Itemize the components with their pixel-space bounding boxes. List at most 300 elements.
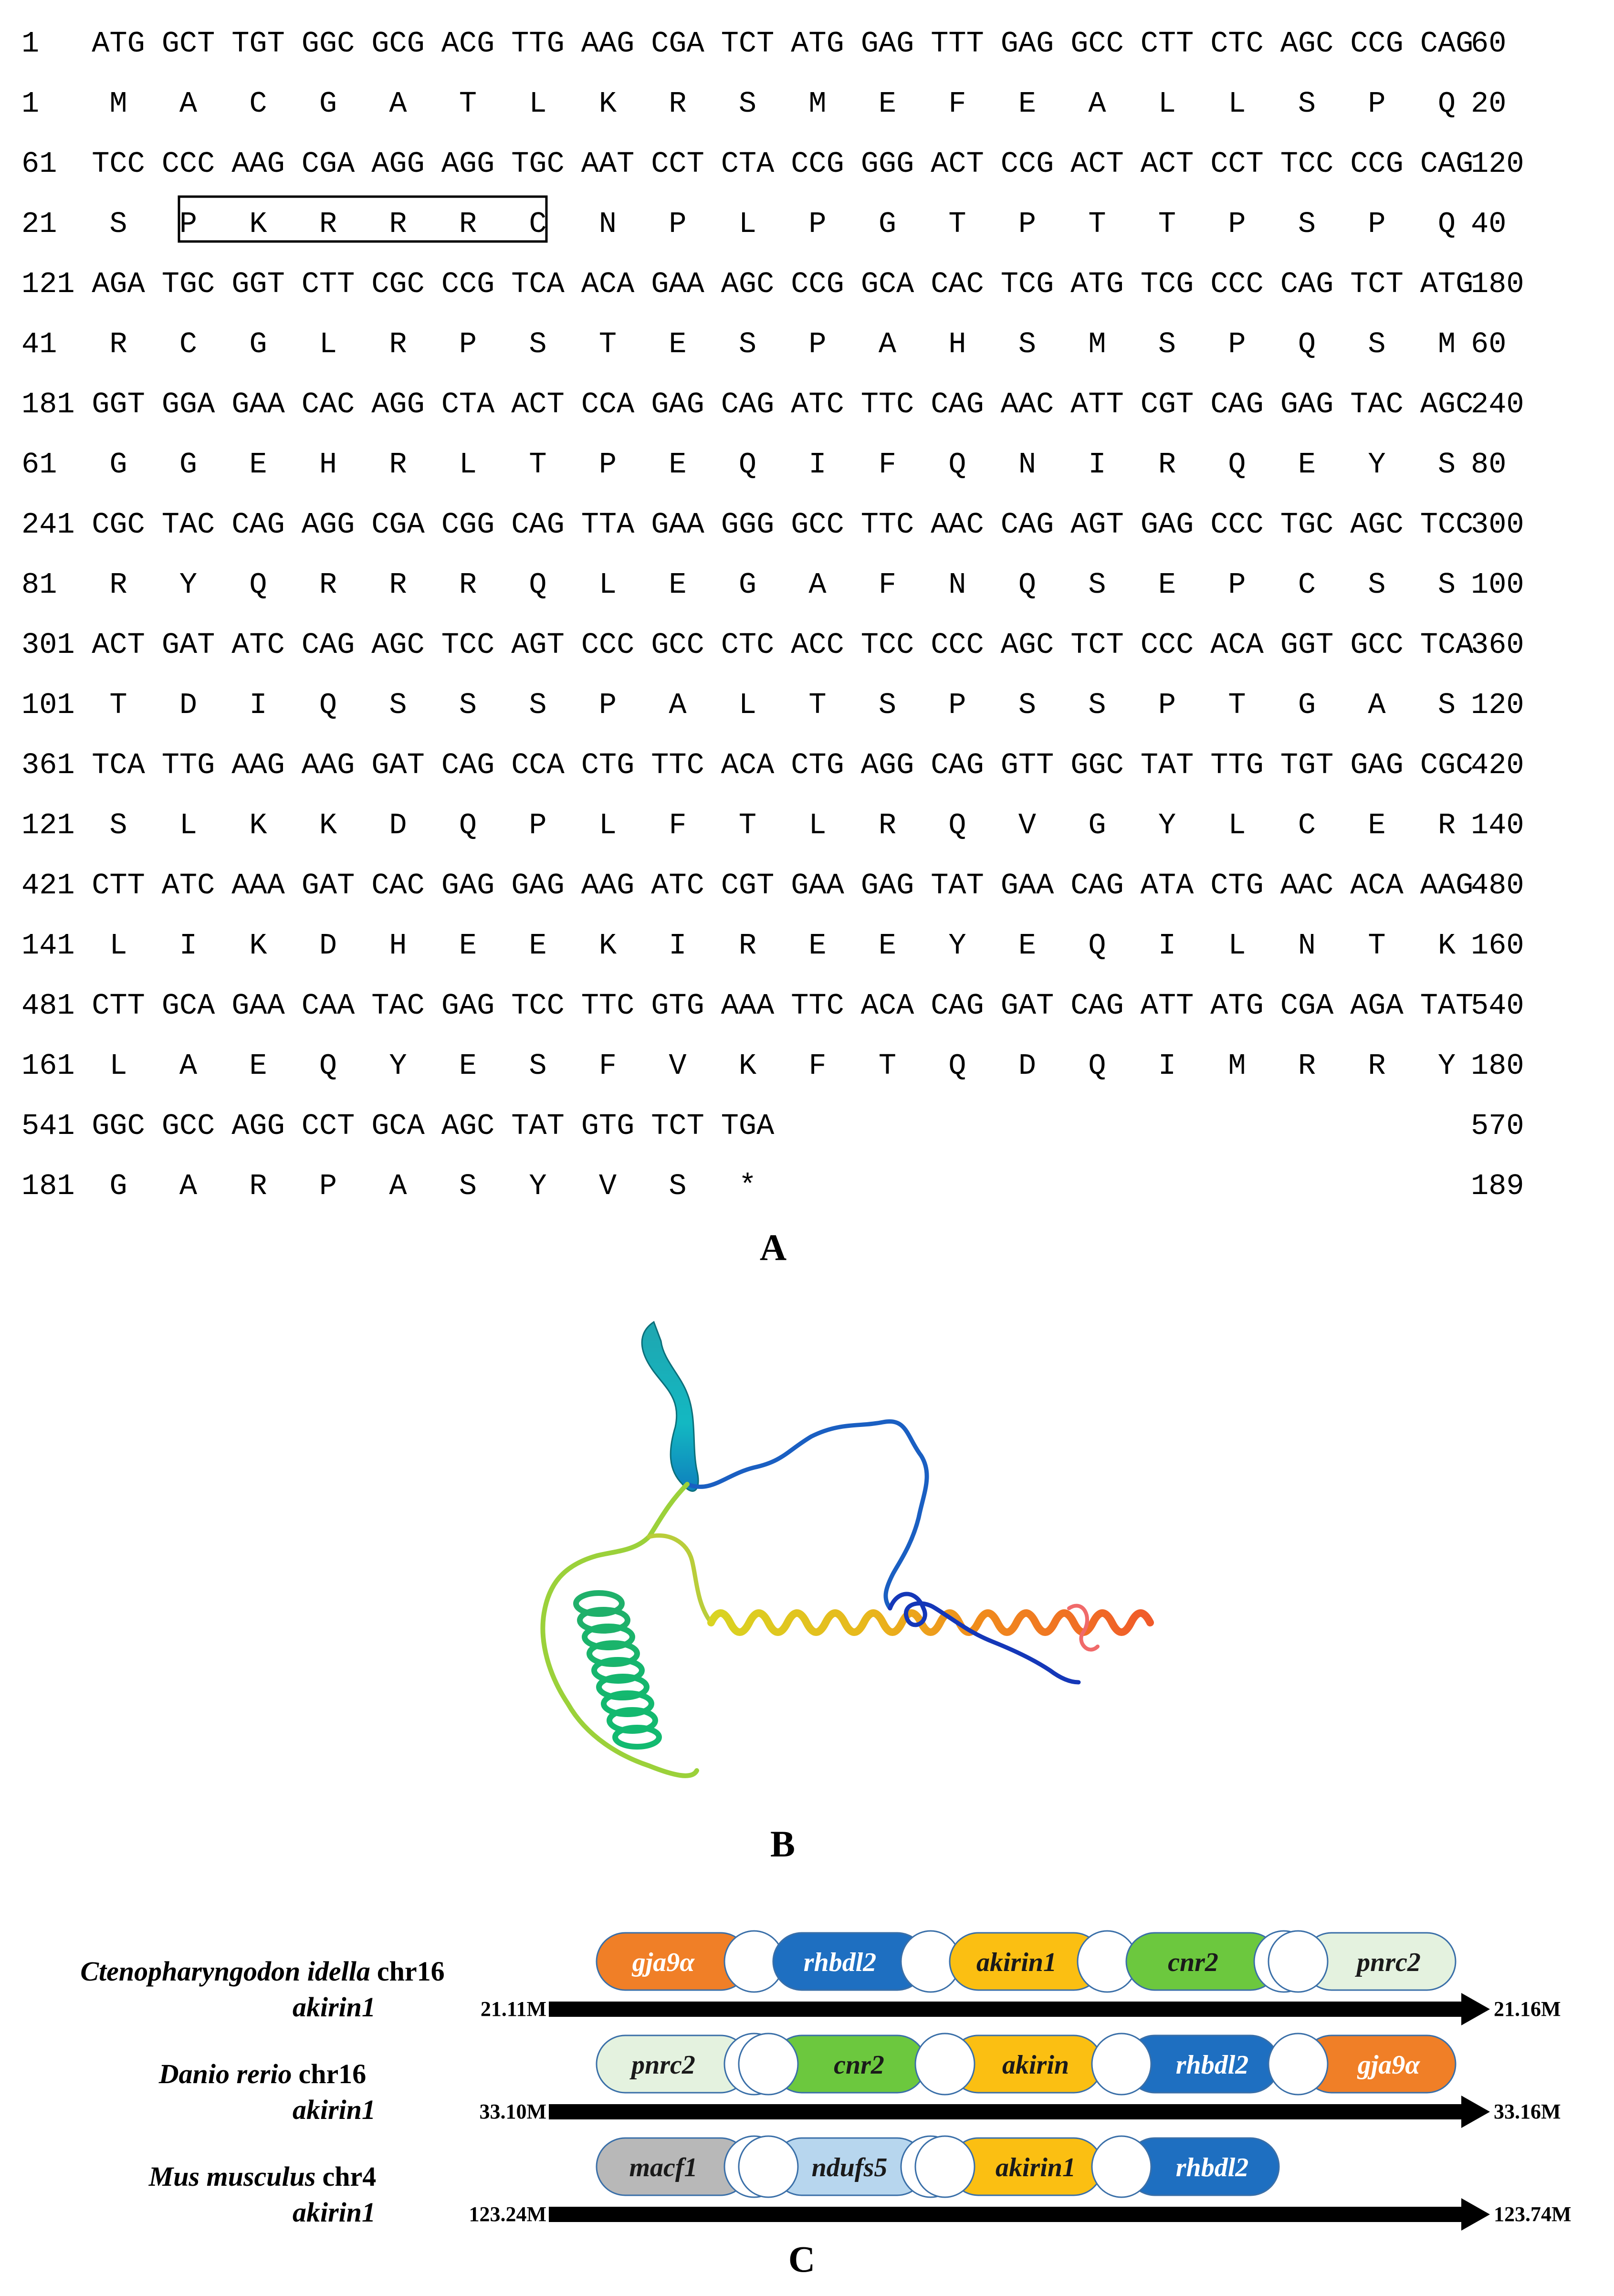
amino-acid: P bbox=[598, 688, 617, 722]
codon: CTA bbox=[441, 388, 495, 421]
amino-acid: L bbox=[109, 929, 127, 963]
codon: GAA bbox=[791, 869, 844, 902]
gene-block bbox=[915, 2136, 1102, 2197]
codon: GAA bbox=[651, 267, 704, 301]
codon: ATT bbox=[1070, 388, 1124, 421]
codon: TTC bbox=[860, 388, 914, 421]
panel-c-synteny bbox=[80, 1931, 1571, 2231]
amino-acid: E bbox=[1158, 568, 1176, 602]
codon: GAG bbox=[441, 989, 495, 1023]
amino-acid: Q bbox=[249, 568, 267, 602]
amino-acid: F bbox=[598, 1049, 617, 1083]
amino-acid: P bbox=[1368, 87, 1386, 121]
codon: TGC bbox=[161, 267, 215, 301]
codon: GGA bbox=[161, 388, 215, 421]
codon-row bbox=[21, 1109, 1524, 1143]
gene-block bbox=[915, 2034, 1102, 2095]
amino-acid: L bbox=[1228, 87, 1246, 121]
codon: CAC bbox=[301, 388, 355, 421]
amino-acid: M bbox=[1437, 327, 1456, 361]
amino-acid: S bbox=[529, 688, 547, 722]
codon: CCC bbox=[1140, 628, 1194, 662]
codon: CAG bbox=[1000, 508, 1054, 542]
amino-acid: S bbox=[669, 1169, 687, 1203]
codon: AAG bbox=[301, 748, 355, 782]
amino-acid: Q bbox=[1298, 327, 1316, 361]
amino-acid: S bbox=[529, 327, 547, 361]
amino-acid: I bbox=[1088, 448, 1106, 482]
codon: AAG bbox=[581, 869, 635, 902]
codon: CCC bbox=[1210, 508, 1264, 542]
amino-acid: H bbox=[389, 929, 407, 963]
amino-acid: E bbox=[1298, 448, 1316, 482]
codon: TGT bbox=[1280, 748, 1334, 782]
codon: ATG bbox=[1070, 267, 1124, 301]
codon: ATT bbox=[1140, 989, 1194, 1023]
row-end-number: 140 bbox=[1471, 808, 1524, 842]
amino-acid: S bbox=[878, 688, 897, 722]
protein-structure-image bbox=[543, 1322, 1150, 1776]
amino-acid: A bbox=[1368, 688, 1386, 722]
row-start-number: 1 bbox=[21, 87, 40, 121]
codon: GCC bbox=[791, 508, 844, 542]
gene-notch bbox=[1092, 2034, 1151, 2095]
gene-name: ndufs5 bbox=[811, 2153, 888, 2182]
codon: ACA bbox=[1350, 869, 1404, 902]
gene-name: macf1 bbox=[629, 2153, 698, 2182]
row-end-number: 189 bbox=[1471, 1169, 1524, 1203]
codon: CTT bbox=[1140, 27, 1194, 61]
codon: TTC bbox=[581, 989, 635, 1023]
row-end-number: 180 bbox=[1471, 267, 1524, 301]
gene-name: gja9α bbox=[1357, 2050, 1420, 2080]
amino-acid: R bbox=[1437, 808, 1456, 842]
aa-row bbox=[21, 688, 1524, 722]
amino-acid: G bbox=[179, 448, 198, 482]
amino-acid: E bbox=[878, 929, 897, 963]
amino-acid: Q bbox=[319, 688, 337, 722]
chromosome-line bbox=[549, 2002, 1466, 2017]
structure-helix-green bbox=[576, 1593, 659, 1747]
amino-acid: R bbox=[389, 327, 407, 361]
amino-acid: R bbox=[669, 87, 687, 121]
codon: CCG bbox=[441, 267, 495, 301]
codon: GAA bbox=[231, 388, 285, 421]
codon: CCA bbox=[511, 748, 565, 782]
codon: GAG bbox=[511, 869, 565, 902]
amino-acid: R bbox=[1368, 1049, 1386, 1083]
codon: CCT bbox=[301, 1109, 355, 1143]
codon: CAC bbox=[371, 869, 425, 902]
amino-acid: S bbox=[109, 207, 127, 241]
codon: AGC bbox=[721, 267, 775, 301]
codon: ATG bbox=[791, 27, 844, 61]
amino-acid: T bbox=[529, 448, 547, 482]
codon: AGC bbox=[1280, 27, 1334, 61]
codon: ATC bbox=[231, 628, 285, 662]
amino-acid: M bbox=[1088, 327, 1106, 361]
aa-row bbox=[21, 1049, 1524, 1083]
codon: GCC bbox=[651, 628, 704, 662]
codon: TTG bbox=[511, 27, 565, 61]
codon: AGT bbox=[1070, 508, 1124, 542]
codon: CTT bbox=[92, 989, 145, 1023]
codon: GAG bbox=[1140, 508, 1194, 542]
amino-acid: S bbox=[529, 1049, 547, 1083]
amino-acid: S bbox=[1437, 688, 1456, 722]
gene-label: akirin1 bbox=[292, 1992, 376, 2023]
amino-acid: S bbox=[1018, 327, 1037, 361]
amino-acid: P bbox=[808, 327, 827, 361]
codon: CTG bbox=[581, 748, 635, 782]
codon: CCC bbox=[1210, 267, 1264, 301]
codon: CTT bbox=[301, 267, 355, 301]
codon: CGC bbox=[92, 508, 145, 542]
gene-label: akirin1 bbox=[292, 2197, 376, 2228]
amino-acid: L bbox=[738, 688, 757, 722]
amino-acid: E bbox=[878, 87, 897, 121]
amino-acid: E bbox=[459, 1049, 477, 1083]
species-name: Danio rerio bbox=[158, 2058, 292, 2089]
amino-acid: V bbox=[1018, 808, 1037, 842]
codon: GAT bbox=[301, 869, 355, 902]
amino-acid: R bbox=[389, 207, 407, 241]
amino-acid: P bbox=[459, 327, 477, 361]
right-coordinate: 21.16M bbox=[1494, 1997, 1561, 2021]
amino-acid: T bbox=[738, 808, 757, 842]
amino-acid: S bbox=[1437, 568, 1456, 602]
amino-acid: N bbox=[1018, 448, 1037, 482]
codon: GGT bbox=[231, 267, 285, 301]
amino-acid: Q bbox=[738, 448, 757, 482]
codon: CGA bbox=[301, 147, 355, 181]
amino-acid: P bbox=[179, 207, 198, 241]
amino-acid: Q bbox=[529, 568, 547, 602]
aa-row bbox=[21, 808, 1524, 842]
codon: CCC bbox=[161, 147, 215, 181]
codon: GAG bbox=[441, 869, 495, 902]
codon: ACT bbox=[931, 147, 984, 181]
amino-acid: A bbox=[878, 327, 897, 361]
codon: TCG bbox=[1140, 267, 1194, 301]
amino-acid: E bbox=[669, 327, 687, 361]
amino-acid: P bbox=[1228, 568, 1246, 602]
amino-acid: P bbox=[1228, 327, 1246, 361]
codon: ATG bbox=[1210, 989, 1264, 1023]
codon: TTC bbox=[860, 508, 914, 542]
gene-name: cnr2 bbox=[1168, 1948, 1218, 1977]
codon: GCC bbox=[1070, 27, 1124, 61]
amino-acid: Q bbox=[1088, 929, 1106, 963]
amino-acid: R bbox=[109, 568, 127, 602]
codon-row bbox=[21, 147, 1524, 181]
gene-notch bbox=[739, 2136, 798, 2197]
amino-acid: D bbox=[179, 688, 198, 722]
codon: TTA bbox=[581, 508, 635, 542]
amino-acid: K bbox=[598, 87, 617, 121]
codon: CAG bbox=[231, 508, 285, 542]
amino-acid: A bbox=[1088, 87, 1106, 121]
row-end-number: 60 bbox=[1471, 327, 1507, 361]
species-label bbox=[148, 2161, 377, 2192]
species-label bbox=[80, 1956, 444, 1987]
panel-a-sequence bbox=[21, 27, 1524, 1203]
gene-name: akirin bbox=[1002, 2050, 1069, 2080]
codon: CGC bbox=[1420, 748, 1474, 782]
species-name: Ctenopharyngodon idella bbox=[80, 1956, 370, 1987]
amino-acid: Q bbox=[948, 448, 966, 482]
amino-acid: P bbox=[808, 207, 827, 241]
row-end-number: 240 bbox=[1471, 388, 1524, 421]
row-end-number: 100 bbox=[1471, 568, 1524, 602]
panel-a-label: A bbox=[759, 1227, 787, 1268]
amino-acid: L bbox=[808, 808, 827, 842]
amino-acid: P bbox=[1018, 207, 1037, 241]
amino-acid: Q bbox=[459, 808, 477, 842]
amino-acid: H bbox=[319, 448, 337, 482]
codon: CCA bbox=[581, 388, 635, 421]
amino-acid: P bbox=[319, 1169, 337, 1203]
amino-acid: T bbox=[1228, 688, 1246, 722]
amino-acid: Y bbox=[1437, 1049, 1456, 1083]
codon: TTC bbox=[651, 748, 704, 782]
amino-acid: S bbox=[389, 688, 407, 722]
left-coordinate: 123.24M bbox=[469, 2202, 546, 2226]
nls-motif-box bbox=[179, 197, 546, 241]
amino-acid: Y bbox=[948, 929, 966, 963]
codon: CAG bbox=[301, 628, 355, 662]
gene-name: rhbdl2 bbox=[1175, 2050, 1249, 2080]
amino-acid: N bbox=[598, 207, 617, 241]
codon: AGA bbox=[1350, 989, 1404, 1023]
amino-acid: M bbox=[808, 87, 827, 121]
codon: ACA bbox=[1210, 628, 1264, 662]
amino-acid: D bbox=[319, 929, 337, 963]
codon-row bbox=[21, 869, 1524, 902]
amino-acid: G bbox=[109, 1169, 127, 1203]
gene-name: rhbdl2 bbox=[1175, 2153, 1249, 2182]
codon: TCG bbox=[1000, 267, 1054, 301]
amino-acid: F bbox=[878, 448, 897, 482]
gene-name: cnr2 bbox=[834, 2050, 884, 2080]
amino-acid: G bbox=[319, 87, 337, 121]
codon: TTT bbox=[931, 27, 984, 61]
codon: CTC bbox=[721, 628, 775, 662]
codon: GGC bbox=[92, 1109, 145, 1143]
codon: GAG bbox=[860, 869, 914, 902]
amino-acid: R bbox=[1158, 448, 1176, 482]
amino-acid: R bbox=[878, 808, 897, 842]
amino-acid: R bbox=[738, 929, 757, 963]
row-end-number: 120 bbox=[1471, 147, 1524, 181]
codon: AGG bbox=[371, 388, 425, 421]
amino-acid: L bbox=[598, 808, 617, 842]
codon: CTA bbox=[721, 147, 775, 181]
codon: GCA bbox=[161, 989, 215, 1023]
codon: GCG bbox=[371, 27, 425, 61]
chromosome-arrowhead bbox=[1461, 2198, 1490, 2231]
gene-label: akirin1 bbox=[292, 2094, 376, 2125]
codon: ATG bbox=[92, 27, 145, 61]
amino-acid: K bbox=[249, 929, 267, 963]
codon: AGA bbox=[92, 267, 145, 301]
codon: TAT bbox=[1140, 748, 1194, 782]
amino-acid: E bbox=[249, 1049, 267, 1083]
row-end-number: 480 bbox=[1471, 869, 1524, 902]
amino-acid: L bbox=[738, 207, 757, 241]
codon: CCG bbox=[1350, 147, 1404, 181]
amino-acid: Q bbox=[948, 1049, 966, 1083]
codon: GGC bbox=[1070, 748, 1124, 782]
gene-block bbox=[1268, 1931, 1456, 1992]
codon: AGG bbox=[231, 1109, 285, 1143]
gene-notch bbox=[915, 2034, 975, 2095]
amino-acid: S bbox=[1088, 568, 1106, 602]
structure-coil-right bbox=[890, 1594, 1079, 1682]
amino-acid: R bbox=[109, 327, 127, 361]
gene-name: rhbdl2 bbox=[803, 1948, 877, 1977]
gene-block bbox=[597, 1931, 784, 1992]
codon: ACT bbox=[511, 388, 565, 421]
amino-acid: L bbox=[1228, 929, 1246, 963]
codon: CAG bbox=[1070, 989, 1124, 1023]
amino-acid: H bbox=[948, 327, 966, 361]
amino-acid: L bbox=[179, 808, 198, 842]
amino-acid: L bbox=[529, 87, 547, 121]
chromosome-label: chr16 bbox=[298, 2058, 367, 2089]
amino-acid: Q bbox=[1228, 448, 1246, 482]
codon: TCA bbox=[92, 748, 145, 782]
codon: CTG bbox=[791, 748, 844, 782]
codon: GCC bbox=[161, 1109, 215, 1143]
amino-acid: C bbox=[179, 327, 198, 361]
gene-name: akirin1 bbox=[995, 2153, 1076, 2182]
codon-row bbox=[21, 27, 1506, 61]
amino-acid: A bbox=[179, 1049, 198, 1083]
codon: AGC bbox=[371, 628, 425, 662]
amino-acid: E bbox=[1018, 87, 1037, 121]
codon: TAC bbox=[1350, 388, 1404, 421]
codon: CCG bbox=[1350, 27, 1404, 61]
gene-block bbox=[1092, 2136, 1279, 2197]
amino-acid: Y bbox=[1158, 808, 1176, 842]
codon: CAG bbox=[931, 989, 984, 1023]
row-end-number: 20 bbox=[1471, 87, 1507, 121]
amino-acid: I bbox=[179, 929, 198, 963]
gene-notch bbox=[739, 2034, 798, 2095]
gene-name: gja9α bbox=[632, 1948, 695, 1977]
codon: GGG bbox=[860, 147, 914, 181]
codon: TCT bbox=[651, 1109, 704, 1143]
amino-acid: G bbox=[1298, 688, 1316, 722]
amino-acid: T bbox=[598, 327, 617, 361]
row-start-number: 1 bbox=[21, 27, 40, 61]
left-coordinate: 21.11M bbox=[480, 1997, 546, 2021]
codon: AGT bbox=[511, 628, 565, 662]
structure-coil-top bbox=[687, 1421, 927, 1608]
amino-acid: I bbox=[1158, 929, 1176, 963]
amino-acid: C bbox=[249, 87, 267, 121]
codon: TAT bbox=[511, 1109, 565, 1143]
amino-acid: F bbox=[669, 808, 687, 842]
codon: GAA bbox=[651, 508, 704, 542]
row-start-number: 61 bbox=[21, 147, 57, 181]
row-start-number: 181 bbox=[21, 1169, 75, 1203]
gene-notch bbox=[1268, 2034, 1328, 2095]
panel-b-label: B bbox=[770, 1823, 796, 1865]
codon: TCC bbox=[860, 628, 914, 662]
codon: GTG bbox=[651, 989, 704, 1023]
amino-acid: E bbox=[529, 929, 547, 963]
chromosome-arrowhead bbox=[1461, 1993, 1490, 2025]
row-start-number: 141 bbox=[21, 929, 75, 963]
codon: AGG bbox=[301, 508, 355, 542]
amino-acid: P bbox=[1158, 688, 1176, 722]
codon: CAG bbox=[1280, 267, 1334, 301]
amino-acid: V bbox=[598, 1169, 617, 1203]
codon: AAA bbox=[231, 869, 285, 902]
amino-acid: L bbox=[319, 327, 337, 361]
codon-row bbox=[21, 748, 1524, 782]
amino-acid: Q bbox=[948, 808, 966, 842]
left-coordinate: 33.10M bbox=[479, 2100, 546, 2123]
amino-acid: S bbox=[1298, 87, 1316, 121]
amino-acid: S bbox=[738, 327, 757, 361]
row-end-number: 40 bbox=[1471, 207, 1507, 241]
structure-hairpin bbox=[642, 1322, 698, 1491]
codon: CAC bbox=[931, 267, 984, 301]
codon: AAG bbox=[231, 147, 285, 181]
codon: GGG bbox=[721, 508, 775, 542]
row-start-number: 421 bbox=[21, 869, 75, 902]
amino-acid: C bbox=[1298, 808, 1316, 842]
codon: TGC bbox=[1280, 508, 1334, 542]
codon: GTT bbox=[1000, 748, 1054, 782]
amino-acid: R bbox=[249, 1169, 267, 1203]
codon: AGG bbox=[860, 748, 914, 782]
chromosome-arrowhead bbox=[1461, 2096, 1490, 2128]
amino-acid: M bbox=[109, 87, 127, 121]
row-start-number: 121 bbox=[21, 267, 75, 301]
amino-acid: G bbox=[1088, 808, 1106, 842]
row-start-number: 121 bbox=[21, 808, 75, 842]
codon: ATC bbox=[791, 388, 844, 421]
codon: CAA bbox=[301, 989, 355, 1023]
amino-acid: G bbox=[878, 207, 897, 241]
gene-block bbox=[739, 2034, 926, 2095]
chromosome-line bbox=[549, 2207, 1466, 2222]
gene-block bbox=[1268, 2034, 1456, 2095]
amino-acid: I bbox=[808, 448, 827, 482]
codon: GAT bbox=[1000, 989, 1054, 1023]
amino-acid: F bbox=[878, 568, 897, 602]
codon: CCG bbox=[791, 267, 844, 301]
codon: GCT bbox=[161, 27, 215, 61]
amino-acid: S bbox=[1158, 327, 1176, 361]
amino-acid: Q bbox=[1018, 568, 1037, 602]
amino-acid: S bbox=[459, 1169, 477, 1203]
amino-acid: K bbox=[249, 207, 267, 241]
row-start-number: 541 bbox=[21, 1109, 75, 1143]
codon: ACA bbox=[581, 267, 635, 301]
species-label bbox=[158, 2058, 367, 2089]
right-coordinate: 123.74M bbox=[1494, 2202, 1572, 2226]
amino-acid: E bbox=[1368, 808, 1386, 842]
amino-acid: V bbox=[669, 1049, 687, 1083]
codon: GGT bbox=[92, 388, 145, 421]
gene-name: pnrc2 bbox=[1357, 1948, 1421, 1977]
gene-name: akirin1 bbox=[976, 1948, 1057, 1977]
